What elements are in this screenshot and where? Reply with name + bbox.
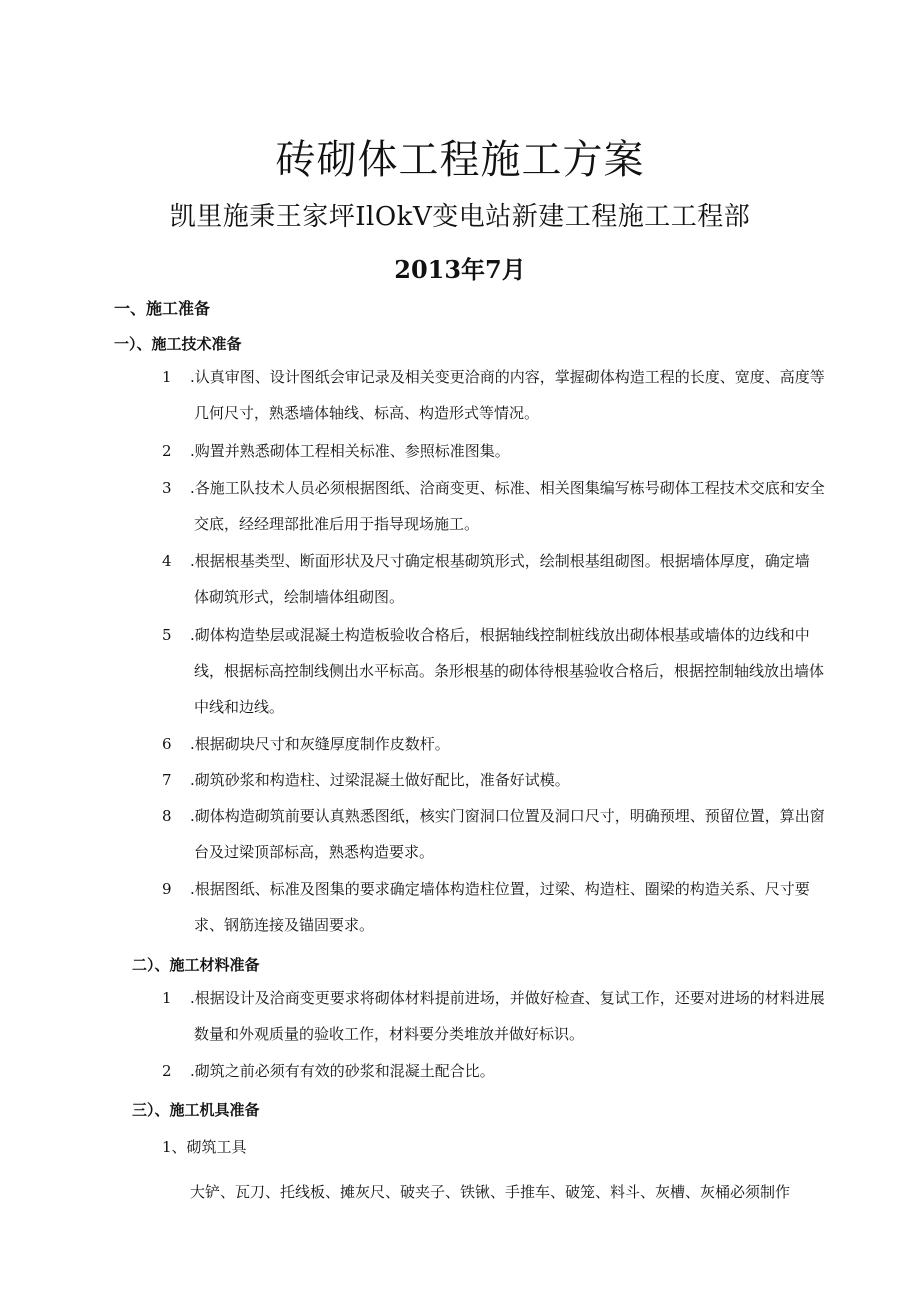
- subsection-heading-technical-prep: 一）、施工技术准备: [114, 335, 242, 353]
- subsection-heading-material-prep: 二）、施工材料准备: [132, 956, 260, 974]
- list-item-text: .各施工队技术人员必须根据图纸、洽商变更、标准、相关图集编写栋号砌体工程技术交底和安全: [190, 479, 825, 497]
- document-date: 2013年7月: [394, 255, 526, 284]
- list-item-number: 8: [162, 807, 172, 825]
- section-heading-construction-prep: 一、施工准备: [114, 299, 211, 318]
- subsection-heading-equipment-prep: 三）、施工机具准备: [132, 1101, 260, 1119]
- list-item-text-continued: 中线和边线。: [194, 698, 285, 716]
- list-item-text: .根据设计及洽商变更要求将砌体材料提前进场，并做好检查、复试工作，还要对进场的材料进展: [190, 989, 825, 1007]
- tool-list-text: 大铲、瓦刀、托线板、摊灰尺、破夹子、铁锹、手推车、破笼、料斗、灰槽、灰桶必须制作: [190, 1183, 791, 1201]
- list-item-text-continued: 数量和外观质量的验收工作，材料要分类堆放并做好标识。: [194, 1025, 585, 1043]
- list-item-number: 4: [162, 552, 172, 570]
- list-item-text-continued: 求、钢筋连接及锚固要求。: [194, 916, 375, 934]
- list-item-number: 5: [162, 626, 172, 644]
- list-item-text: .根据图纸、标准及图集的要求确定墙体构造柱位置，过梁、构造柱、圈梁的构造关系、尺寸要: [190, 880, 810, 898]
- list-item-number: 6: [162, 735, 172, 753]
- document-subtitle: 凯里施秉王家坪IlOkV变电站新建工程施工工程部: [169, 202, 751, 232]
- list-item-text: .认真审图、设计图纸会审记录及相关变更洽商的内容，掌握砌体构造工程的长度、宽度、高度等: [190, 368, 825, 386]
- list-item-text: .购置并熟悉砌体工程相关标准、参照标准图集。: [190, 442, 510, 460]
- list-item-text-continued: 台及过梁顶部标高，熟悉构造要求。: [194, 843, 435, 861]
- list-item-number: 2: [162, 1062, 172, 1080]
- list-item-number: 3: [162, 479, 172, 497]
- list-item-text-continued: 线，根据标高控制线侧出水平标高。条形根基的砌体待根基验收合格后，根据控制轴线放出墙体: [194, 662, 825, 680]
- list-item-text-continued: 几何尺寸，熟悉墙体轴线、标高、构造形式等情况。: [194, 404, 540, 422]
- list-item-text: .砌体构造砌筑前要认真熟悉图纸，核实门窗洞口位置及洞口尺寸，明确预埋、预留位置，算出窗: [190, 807, 825, 825]
- list-item-number: 1: [162, 989, 172, 1007]
- list-item-text-continued: 体砌筑形式，绘制墙体组砌图。: [194, 588, 405, 606]
- list-item-text: .砌筑之前必须有有效的砂浆和混凝土配合比。: [190, 1062, 495, 1080]
- list-item-text: .根据砌块尺寸和灰缝厚度制作皮数杆。: [190, 735, 450, 753]
- document-title: 砖砌体工程施工方案: [275, 137, 645, 183]
- list-item-number: 9: [162, 880, 172, 898]
- list-item-text: .根据根基类型、断面形状及尺寸确定根基砌筑形式，绘制根基组砌图。根据墙体厚度，确定墙: [190, 552, 810, 570]
- list-item-text-continued: 交底，经经理部批准后用于指导现场施工。: [194, 515, 480, 533]
- list-item-number: 2: [162, 442, 172, 460]
- list-item-number: 7: [162, 771, 172, 789]
- list-item-text: .砌筑砂浆和构造柱、过梁混凝土做好配比，准备好试模。: [190, 771, 570, 789]
- tool-list-heading: 1、砌筑工具: [162, 1138, 247, 1156]
- list-item-number: 1: [162, 368, 172, 386]
- list-item-text: .砌体构造垫层或混凝土构造板验收合格后，根据轴线控制桩线放出砌体根基或墙体的边线和中: [190, 626, 810, 644]
